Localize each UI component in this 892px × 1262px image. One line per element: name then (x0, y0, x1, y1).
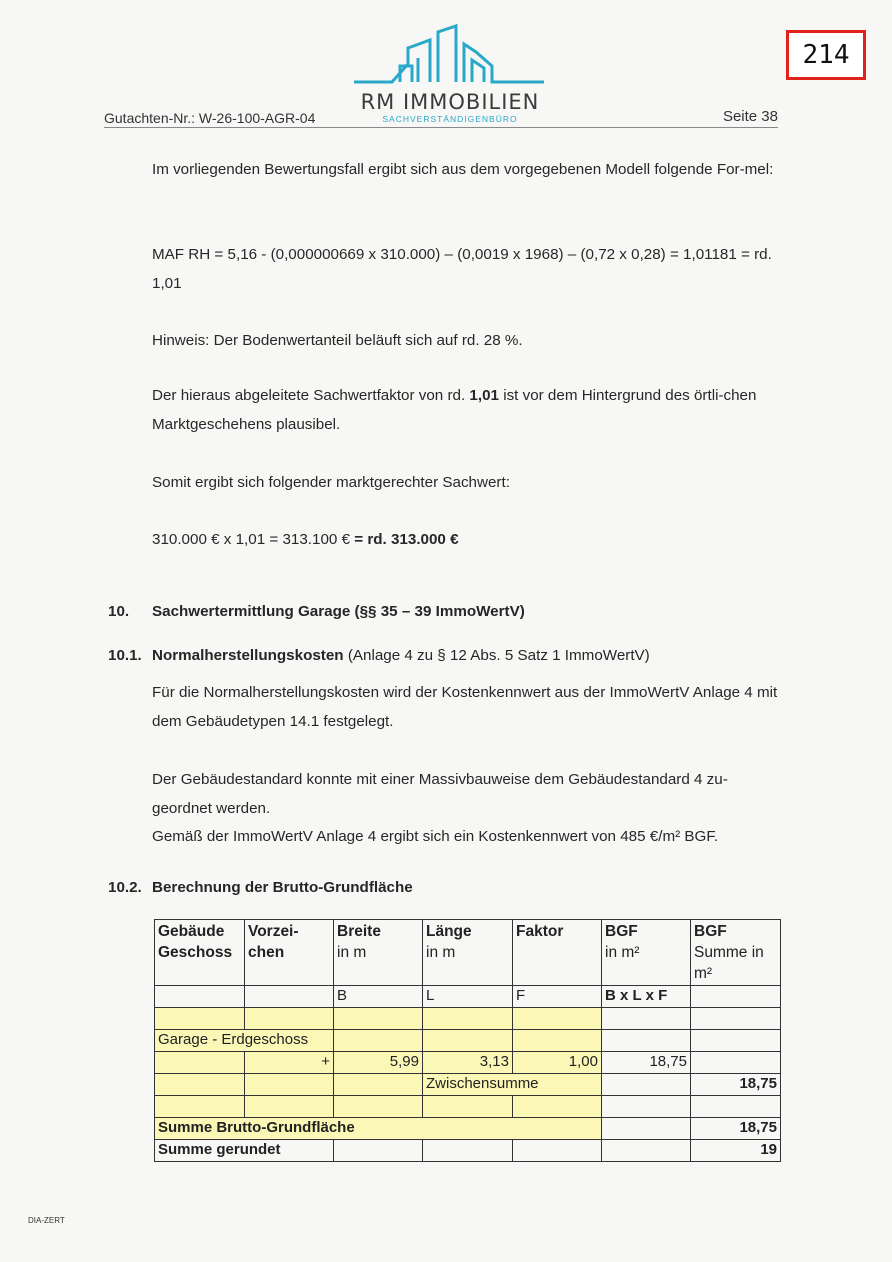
symbol-f: F (513, 986, 602, 1008)
col-header-vorzeichen: Vorzei-chen (245, 920, 334, 986)
table-row-floor (155, 1030, 781, 1052)
paragraph-sachwertfaktor: Der hieraus abgeleitete Sachwertfaktor von rd. 1,01 ist vor dem Hintergrund des örtli-chen Marktgeschehens plausibel. (152, 387, 757, 433)
col-header-bgf: BGF in m² (602, 920, 691, 986)
col-header-laenge: Länge in m (423, 920, 513, 986)
symbol-b: B (334, 986, 423, 1008)
floor-label: Garage - Erdgeschoss (155, 1030, 334, 1052)
table-row-rounded (155, 1140, 781, 1162)
col-header-bgf-summe: BGF Summe in m² (691, 920, 781, 986)
table-row (155, 1008, 781, 1030)
table-row-total (155, 1118, 781, 1140)
symbol-l: L (423, 986, 513, 1008)
header-divider (104, 127, 778, 128)
paragraph-kostenkennwert-value: Gemäß der ImmoWertV Anlage 4 ergibt sich ein Kostenkennwert von 485 €/m² BGF. (152, 828, 719, 845)
paragraph-market-value-intro: Somit ergibt sich folgender marktgerechter Sachwert: (152, 474, 510, 491)
table-row (155, 1096, 781, 1118)
subtotal-value: 18,75 (691, 1074, 781, 1096)
bgf-value: 18,75 (602, 1052, 691, 1074)
bgf-table (154, 919, 781, 1162)
paragraph-gebaeudestandard: Der Gebäudestandard konnte mit einer Massivbauweise dem Gebäudestandard 4 zu-geordnet werden. (152, 771, 728, 817)
logo-name: RM IMMOBILIEN (360, 90, 540, 114)
page-label: Seite 38 (722, 108, 778, 125)
symbol-blf: B x L x F (602, 986, 691, 1008)
rounded-value: 19 (691, 1140, 781, 1162)
section-10-1-heading: 10.1. Normalherstellungskosten (Anlage 4 zu § 12 Abs. 5 Satz 1 ImmoWertV) (108, 647, 650, 664)
paragraph-maf-formula: MAF RH = 5,16 - (0,000000669 x 310.000) – (0,0019 x 1968) – (0,72 x 0,28) = 1,01181 = rd. 1,01 (152, 246, 772, 292)
table-header-row (155, 920, 781, 986)
col-header-breite: Breite in m (334, 920, 423, 986)
breite-value: 5,99 (334, 1052, 423, 1074)
logo-subtitle: SACHVERSTÄNDIGENBÜRO (382, 114, 518, 124)
footer-tag: DIA-ZERT (28, 1216, 65, 1225)
section-10-2-heading: 10.2. Berechnung der Brutto-Grundfläche (108, 879, 413, 896)
table-symbol-row (155, 986, 781, 1008)
laenge-value: 3,13 (423, 1052, 513, 1074)
col-header-gebaeude: Gebäude Geschoss (155, 920, 245, 986)
paragraph-bodenwert-note: Hinweis: Der Bodenwertanteil beläuft sich auf rd. 28 %. (152, 332, 523, 349)
page-stamp: 214 (786, 30, 866, 80)
subtotal-label: Zwischensumme (423, 1074, 602, 1096)
paragraph-kostenkennwert: Für die Normalherstellungskosten wird der Kostenkennwert aus der ImmoWertV Anlage 4 mit dem Gebäudetypen 14.1 festgelegt. (152, 684, 778, 730)
paragraph-market-value: 310.000 € x 1,01 = 313.100 € = rd. 313.000 € (152, 531, 459, 548)
table-row-values (155, 1052, 781, 1074)
table-row-subtotal (155, 1074, 781, 1096)
total-value: 18,75 (691, 1118, 781, 1140)
total-label: Summe Brutto-Grundfläche (155, 1118, 602, 1140)
col-header-faktor: Faktor (513, 920, 602, 986)
faktor-value: 1,00 (513, 1052, 602, 1074)
rounded-label: Summe gerundet (155, 1140, 334, 1162)
paragraph-formula-intro: Im vorliegenden Bewertungsfall ergibt sich aus dem vorgegebenen Modell folgende For-mel: (152, 161, 774, 178)
sign-cell: + (245, 1052, 334, 1074)
report-number: Gutachten-Nr.: W-26-100-AGR-04 (104, 110, 316, 126)
section-10-heading: 10. Sachwertermittlung Garage (§§ 35 – 39 ImmoWertV) (108, 603, 525, 620)
